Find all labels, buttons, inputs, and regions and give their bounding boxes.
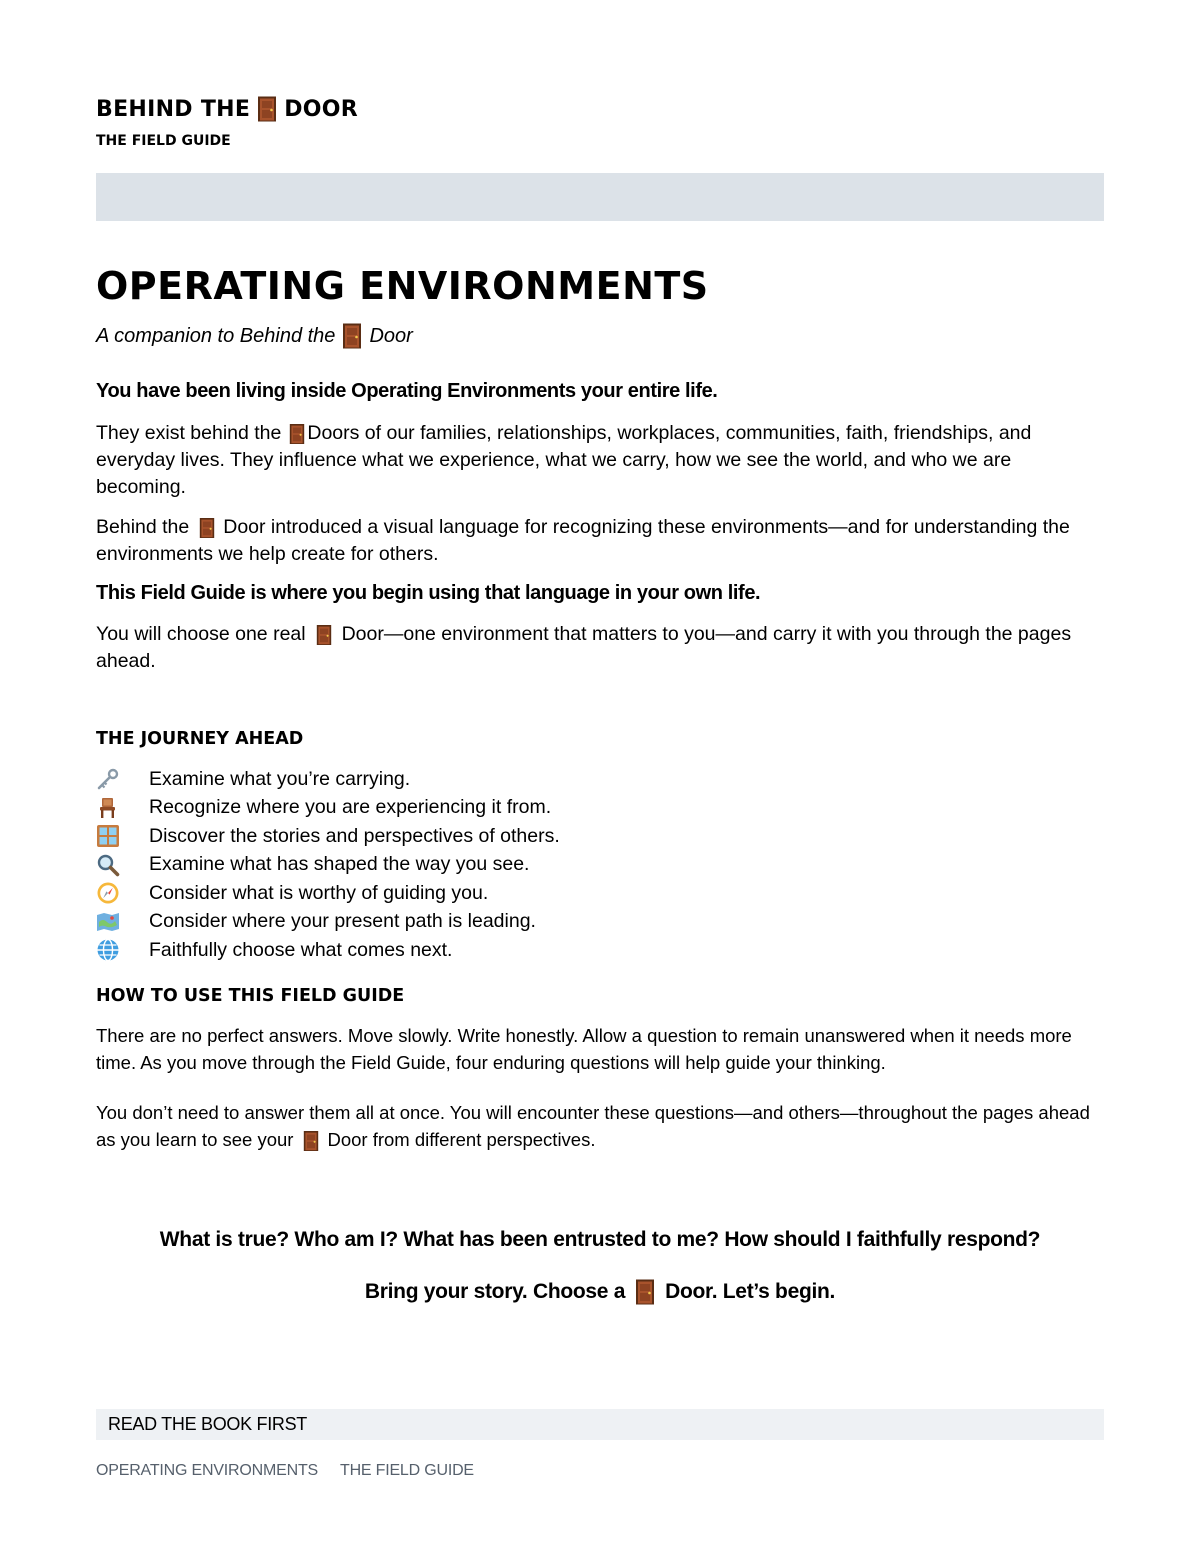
intro-lead: You have been living inside Operating Environments your entire life. xyxy=(96,380,718,402)
list-item xyxy=(96,851,560,880)
p2-end: Door introduced a visual language for recognizing these environments—and for understanding the environments we help create for others. xyxy=(96,516,1070,565)
chair-icon xyxy=(96,796,149,820)
footer-bar xyxy=(96,1409,1104,1440)
closing-line xyxy=(96,1279,1104,1305)
p2-start: Behind the xyxy=(96,516,190,538)
footer-bar-label: READ THE BOOK FIRST xyxy=(108,1414,307,1434)
footer-link-operating-environments[interactable]: OPERATING ENVIRONMENTS xyxy=(96,1462,318,1479)
window-icon xyxy=(96,824,149,848)
list-item xyxy=(96,879,560,908)
intro-lead-2: This Field Guide is where you begin using that language in your own life. xyxy=(96,582,761,604)
key-icon xyxy=(96,767,149,791)
globe-icon xyxy=(96,938,149,962)
howto-paragraph-1: There are no perfect answers. Move slowly. Write honestly. Allow a question to remain unanswered when it needs more time. As you move through the Field Guide, four enduring questions will help guide your thinking. xyxy=(96,1025,1072,1073)
door-icon xyxy=(257,96,277,122)
p1-start: They exist behind the xyxy=(96,422,282,444)
journey-item-text: Consider where your present path is leading. xyxy=(149,910,536,933)
compass-icon xyxy=(96,881,149,905)
howto-heading: HOW TO USE THIS FIELD GUIDE xyxy=(96,986,405,1006)
brand-subtitle: THE FIELD GUIDE xyxy=(96,133,231,149)
brand-title-start: BEHIND THE xyxy=(96,96,251,122)
enduring-questions: What is true? Who am I? What has been entrusted to me? How should I faithfully respond? xyxy=(159,1228,1041,1251)
list-item xyxy=(96,822,560,851)
journey-item-text: Discover the stories and perspectives of others. xyxy=(149,824,560,847)
list-item xyxy=(96,908,560,937)
journey-item-text: Faithfully choose what comes next. xyxy=(149,938,453,961)
journey-item-text: Examine what has shaped the way you see. xyxy=(149,853,530,876)
p1-end: Doors of our families, relationships, workplaces, communities, faith, friendships, and everyday lives. They influence what we experience, what we carry, how we see the world, and who we are becoming. xyxy=(96,422,1032,498)
door-icon xyxy=(303,1130,319,1152)
journey-item-text: Consider what is worthy of guiding you. xyxy=(149,881,489,904)
intro-paragraph-2 xyxy=(96,514,1104,568)
footer-links xyxy=(96,1462,474,1480)
closing-end: Door. Let’s begin. xyxy=(665,1280,836,1303)
list-item xyxy=(96,936,560,965)
subtitle-text-start: A companion to Behind the xyxy=(96,324,336,347)
howto-paragraph-2 xyxy=(96,1099,1104,1153)
journey-item-text: Examine what you’re carrying. xyxy=(149,767,411,790)
closing-start: Bring your story. Choose a xyxy=(364,1280,626,1303)
intro-paragraph-3 xyxy=(96,621,1104,675)
p3-end: Door—one environment that matters to you—and carry it with you through the pages ahead. xyxy=(96,623,1072,672)
footer-link-field-guide[interactable]: THE FIELD GUIDE xyxy=(340,1462,474,1479)
journey-heading: THE JOURNEY AHEAD xyxy=(96,729,304,749)
brand-title xyxy=(96,96,358,122)
journey-list xyxy=(96,765,560,965)
subtitle-text-end: Door xyxy=(369,324,413,347)
journey-item-text: Recognize where you are experiencing it from. xyxy=(149,796,552,819)
page-title: OPERATING ENVIRONMENTS xyxy=(96,264,709,308)
list-item xyxy=(96,765,560,794)
howto-p2-end: Door from different perspectives. xyxy=(327,1129,596,1150)
map-icon xyxy=(96,910,149,934)
p3-start: You will choose one real xyxy=(96,623,306,645)
door-icon xyxy=(289,423,305,445)
door-icon xyxy=(635,1279,655,1305)
magnifying-glass-icon xyxy=(96,853,149,877)
door-icon xyxy=(199,517,215,539)
door-icon xyxy=(316,624,332,646)
intro-paragraph-1 xyxy=(96,420,1104,501)
list-item xyxy=(96,794,560,823)
page-subtitle xyxy=(96,323,413,349)
howto-p2-start: You don’t need to answer them all at once. You will encounter these questions—and others—throughout the pages ahead as you learn to see your xyxy=(96,1102,1090,1150)
door-icon xyxy=(342,323,362,349)
header-banner xyxy=(96,173,1104,221)
brand-title-end: DOOR xyxy=(284,96,358,122)
